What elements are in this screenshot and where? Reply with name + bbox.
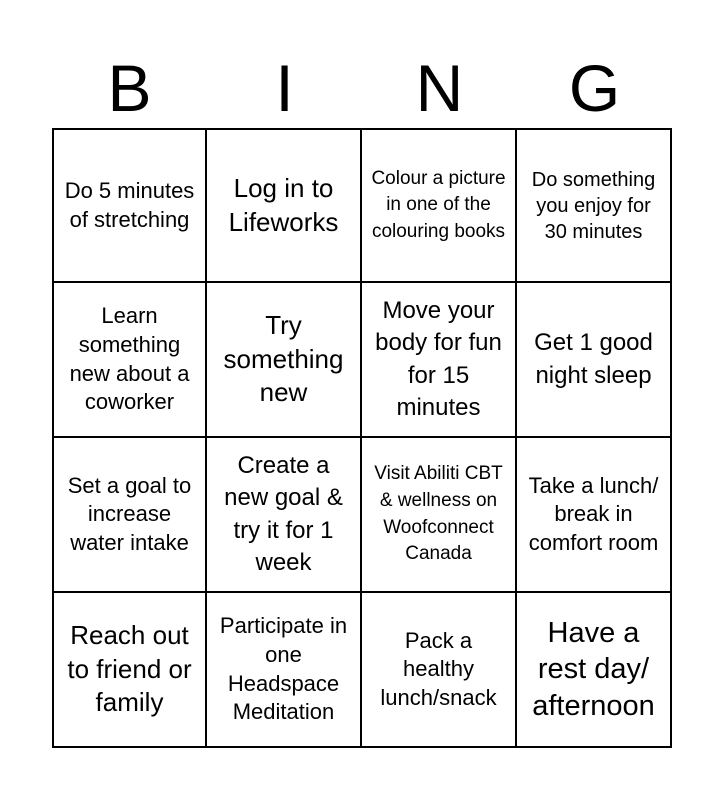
bingo-cell[interactable]: Take a lunch/ break in comfort room [517,438,672,593]
bingo-cell[interactable]: Learn something new about a coworker [52,283,207,438]
bingo-cell[interactable]: Try something new [207,283,362,438]
bingo-cell[interactable]: Do something you enjoy for 30 minutes [517,128,672,283]
header-letter-b: B [107,51,152,125]
bingo-grid [52,128,672,748]
header-letter-g: G [568,51,621,125]
bingo-cell[interactable]: Participate in one Headspace Meditation [207,593,362,748]
bingo-cell[interactable]: Visit Abiliti CBT & wellness on Woofconnect Canada [362,438,517,593]
bingo-cell[interactable]: Pack a healthy lunch/snack [362,593,517,748]
bingo-cell[interactable]: Create a new goal & try it for 1 week [207,438,362,593]
bingo-cell[interactable]: Move your body for fun for 15 minutes [362,283,517,438]
bingo-cell[interactable]: Reach out to friend or family [52,593,207,748]
header-letter-i: I [275,51,294,125]
bingo-cell[interactable]: Colour a picture in one of the colouring books [362,128,517,283]
bingo-cell[interactable]: Get 1 good night sleep [517,283,672,438]
bingo-cell[interactable]: Have a rest day/ afternoon [517,593,672,748]
bingo-cell[interactable]: Set a goal to increase water intake [52,438,207,593]
bingo-cell[interactable]: Do 5 minutes of stretching [52,128,207,283]
header-letter-n: N [415,51,464,125]
bingo-cell[interactable]: Log in to Lifeworks [207,128,362,283]
bingo-header [52,52,672,124]
